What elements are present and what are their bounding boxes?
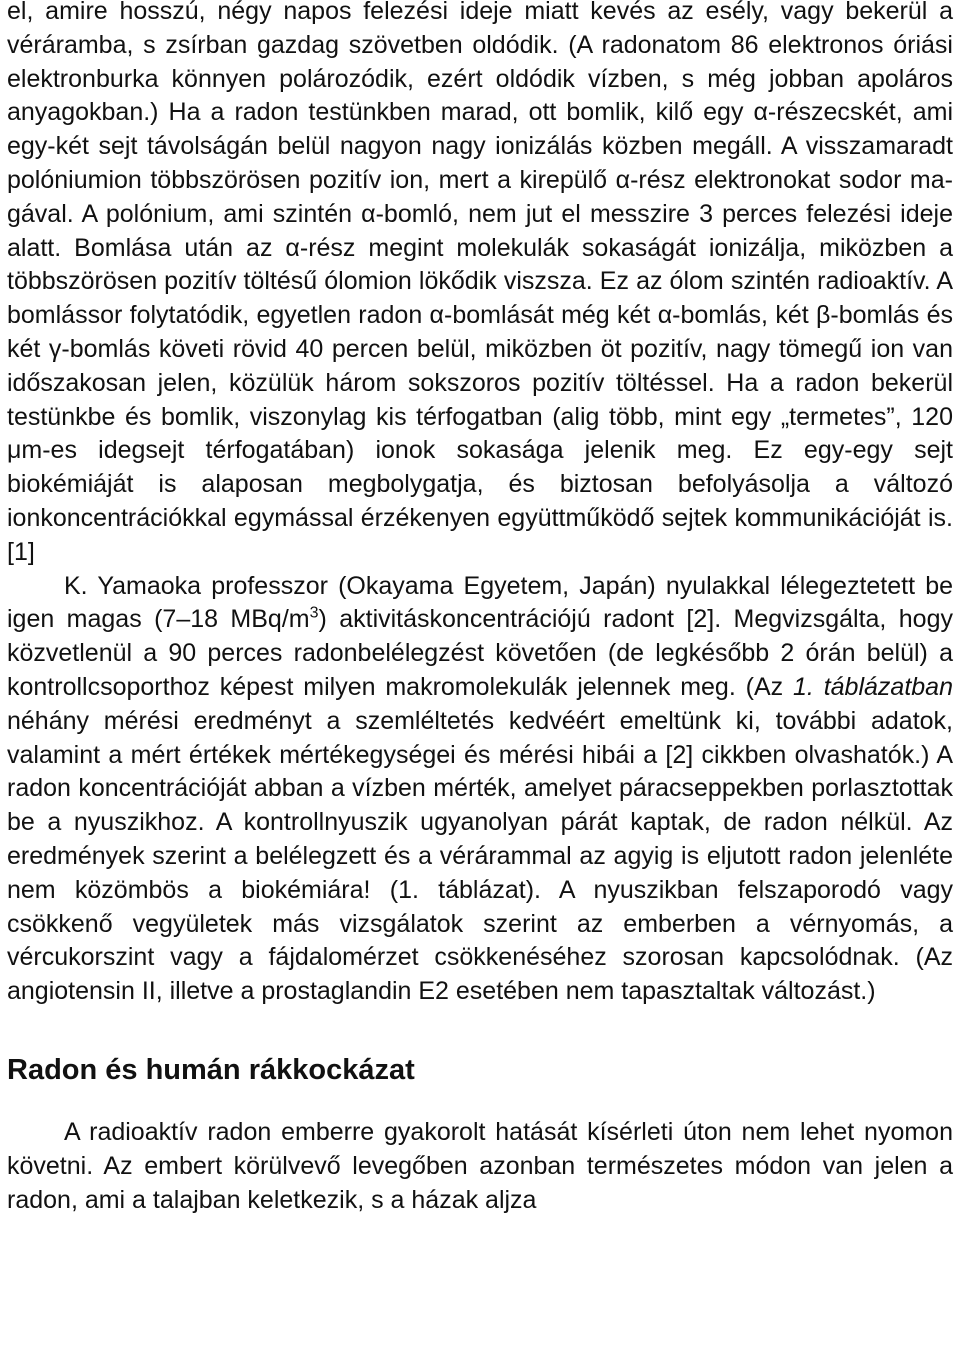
table-reference: 1. táblázatban	[793, 672, 953, 701]
paragraph-human-cancer-risk: A radioaktív radon emberre gyakorolt hatását kísérleti úton nem lehet nyomon követni. Az embert körülvevő levegőben azonban természetes módon van jelen a radon, ami a talajban keletkezik, s a házak aljza	[7, 1117, 953, 1214]
paragraph-yamaoka-text-c: néhány mérési eredményt a szemléltetés kedvéért emeltünk ki, további adatok, valamint a mért értékek mértékegységei és mérési hibái a [2] cikkben olvashatók.) A radon koncentrációját abban a vízben mérték, amelyet páracseppekben porlasztottak be a nyuszikhoz. A kontrollnyuszik ugyanolyan párát kaptak, de radon nélkül. Az eredmények szerint a belélegzett és a vérárammal az agyig is eljutott radon jelenléte nem közömbös a biokémiára! (1. táblázat). A nyuszikban felszaporodó vagy csökkenő vegyületek más vizsgálatok szerint az emberben a vérnyomás, a vércukorszint vagy a fájdalomérzet csökkenéséhez szorosan kapcsolódnak. (Az angiotensin II, illetve a prostaglandin E2 esetében nem tapasztaltak változást.)	[7, 706, 953, 1006]
paragraph-yamaoka-text-b: ) aktivitáskoncentrációjú radont [2]. Megvizsgálta, hogy közvetlenül a 90 perces radonbelélegzést követően (de legkésőbb 2 órán belül) a kontrollcsoporthoz képest milyen makromolekulák jelennek meg. (Az	[7, 605, 953, 701]
paragraph-yamaoka-text-a: K. Yamaoka professzor (Okayama Egyetem, Japán) nyulakkal lélegeztetett be igen magas (7–18 MBq/m	[7, 571, 953, 634]
paragraph-radon-decay: el, amire hosszú, négy napos felezési ideje miatt kevés az esély, vagy bekerül a véráramba, s zsírban gazdag szövetben oldódik. (A radonatom 86 elektronos óriási elektronburka könnyen polározódik, ezért oldódik vízben, s még jobban apoláros anyagokban.) Ha a radon testünkben marad, ott bomlik, kilő egy α-részecskét, ami egy-két sejt távolságán belül nagyon nagy ionizálás közben megáll. A visszamaradt polóniumion többszörösen pozitív ion, mert a kirepülő α-rész elektronokat sodor magával. A polónium, ami szintén α-bomló, nem jut el messzire 3 perces felezési ideje alatt. Bomlása után az α-rész megint molekulák sokaságát ionizálja, miközben a többszörösen pozitív töltésű ólomion lökődik viszsza. Ez az ólom szintén radioaktív. A bomlássor folytatódik, egyetlen radon α-bomlását még két α-bomlás, két β-bomlás és két γ-bomlás követi rövid 40 percen belül, miközben öt pozitív, nagy tömegű ion van időszakosan jelen, közülük három sokszoros pozitív töltéssel. Ha a radon bekerül testünkbe és bomlik, viszonylag kis térfogatban (alig több, mint egy „termetes”, 120 μm-es idegsejt térfogatában) ionok sokasága jelenik meg. Ez egy-egy sejt biokémiáját is alaposan megbolygatja, és biztosan befolyásolja a változó ionkoncentrációkkal egymással érzékenyen együttműködő sejtek kommunikációját is. [1]	[7, 0, 953, 566]
superscript-cubic: 3	[309, 605, 319, 623]
section-heading: Radon és humán rákkockázat	[7, 1053, 415, 1086]
paragraph-yamaoka-study	[7, 570, 953, 1009]
